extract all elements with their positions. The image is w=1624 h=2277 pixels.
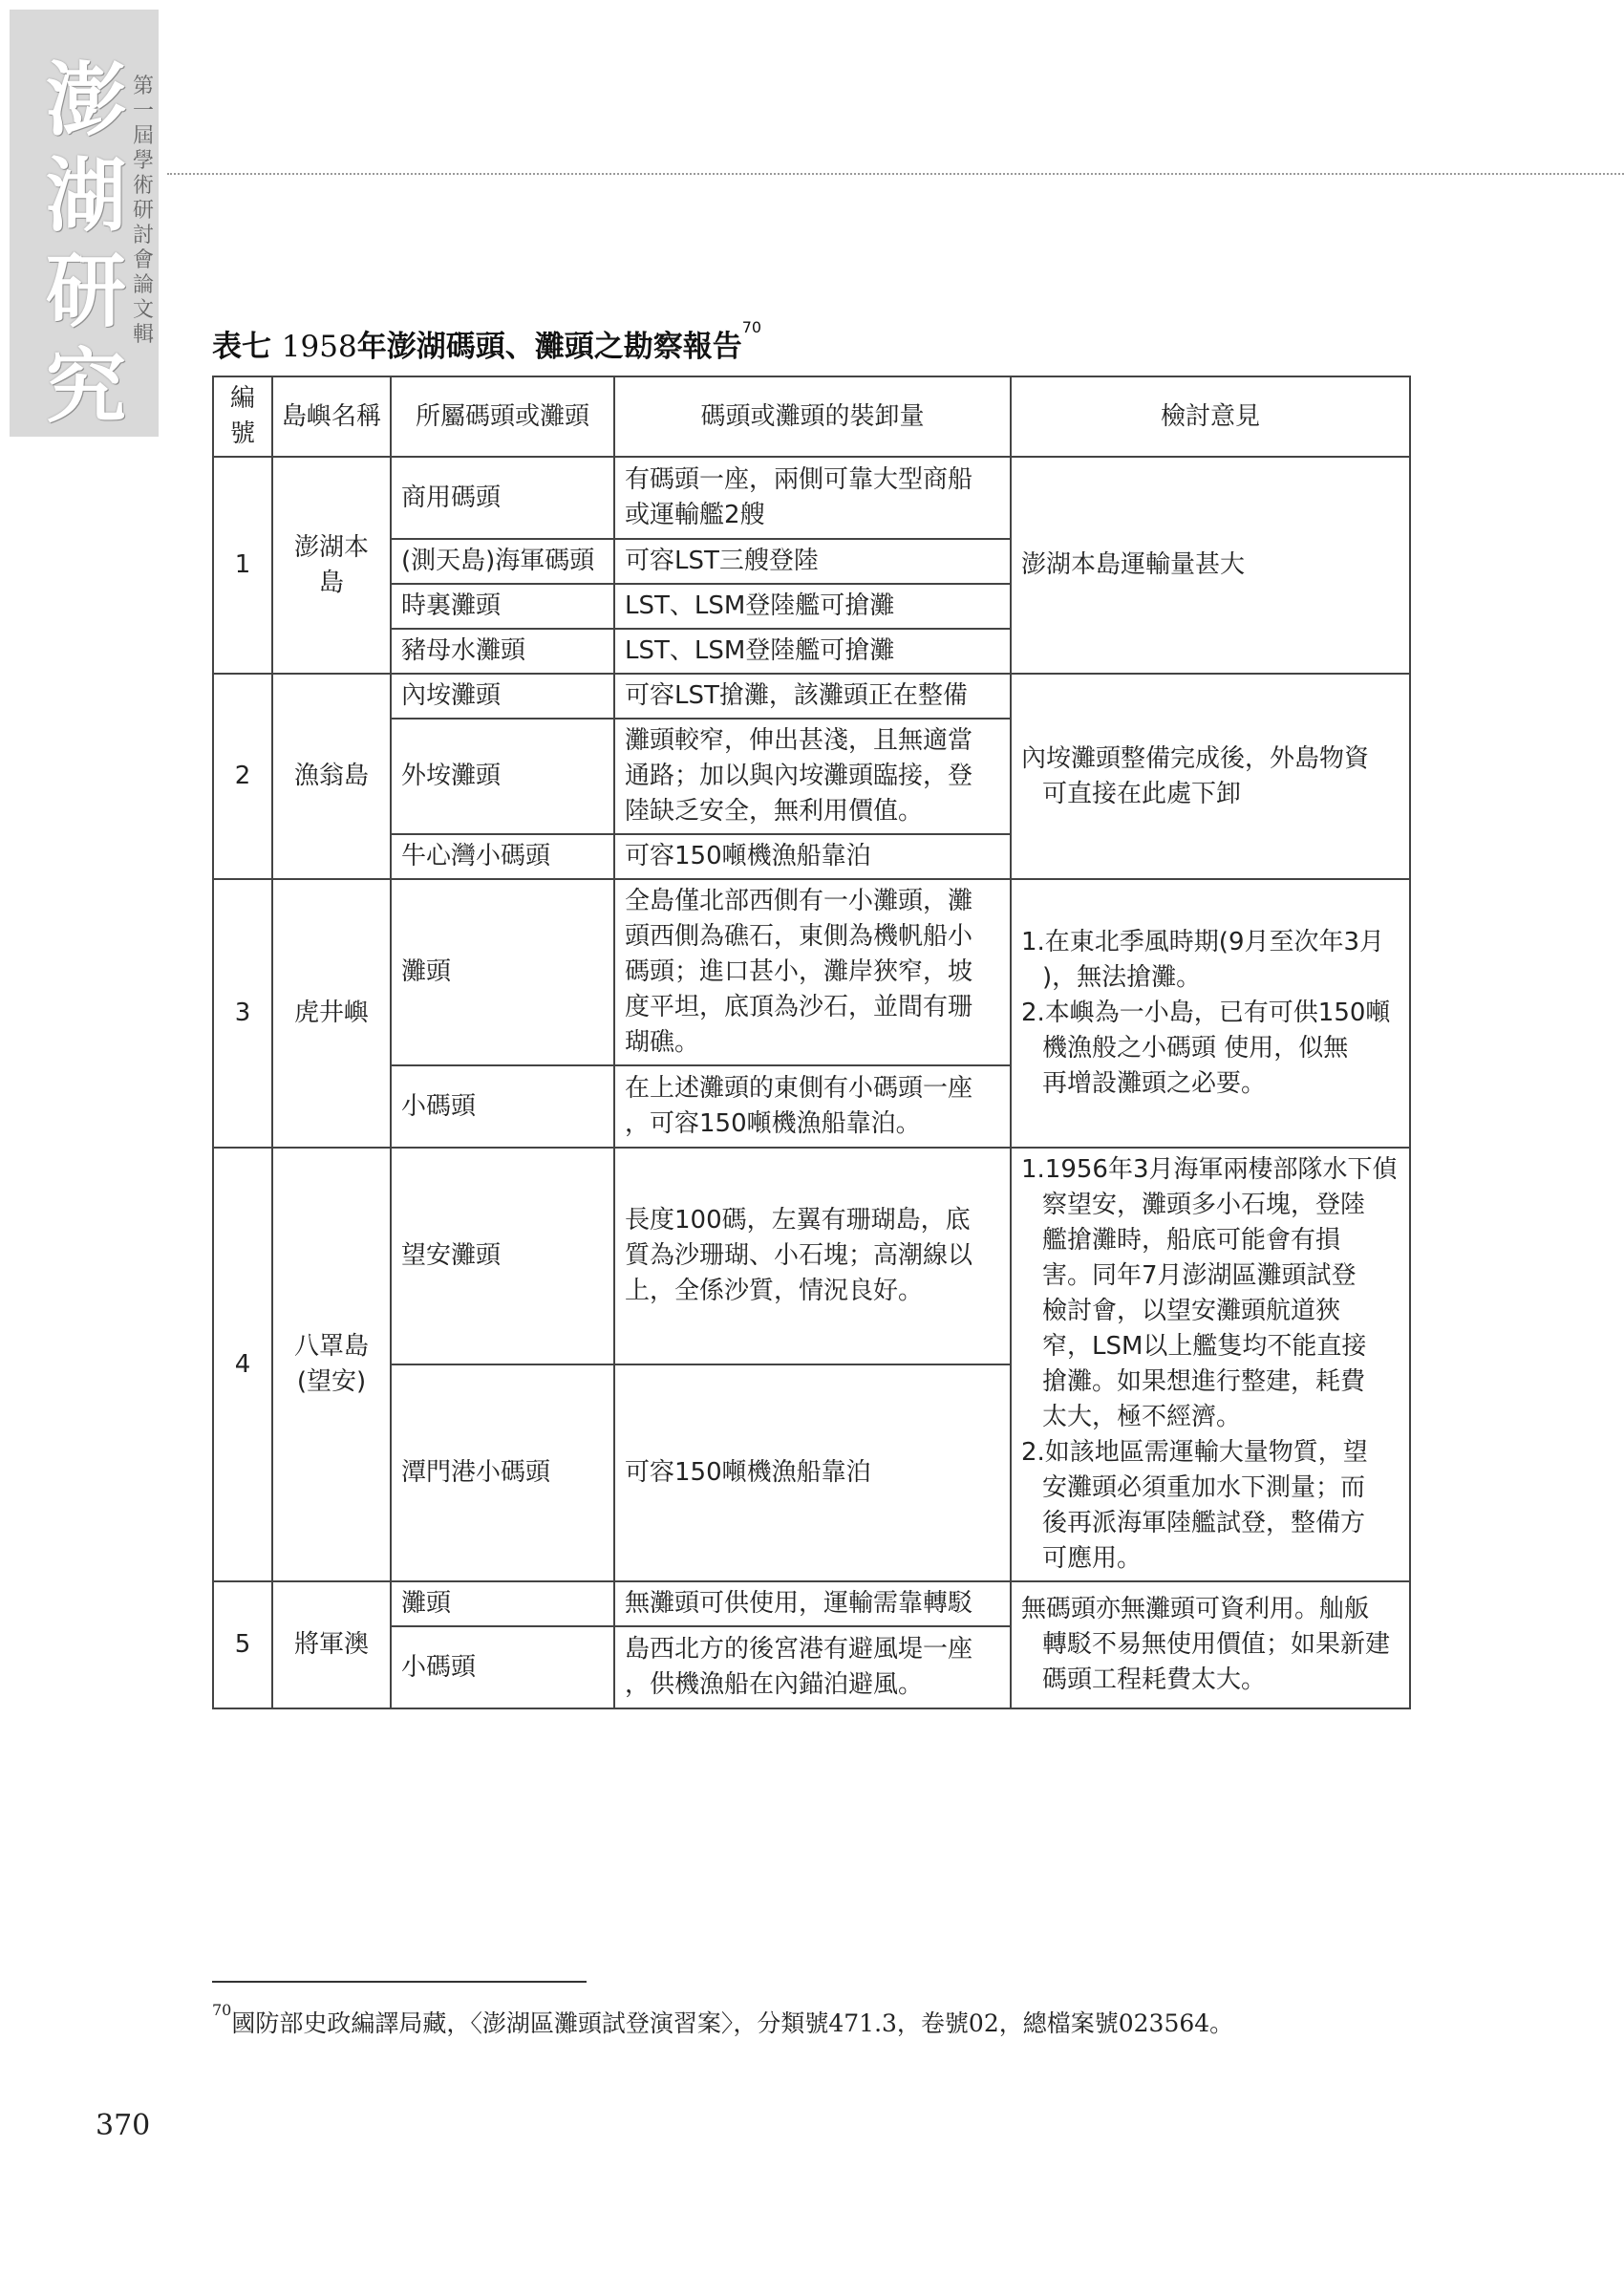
table-row — [213, 1148, 1410, 1364]
footnote-number: 70 — [212, 2001, 232, 2019]
cell-capacity: 在上述灘頭的東側有小碼頭一座 ，可容150噸機漁船靠泊。 — [614, 1065, 1011, 1148]
table-row — [213, 879, 1410, 1065]
cell-opinion — [1011, 674, 1410, 879]
cell-capacity: 可容150噸機漁船靠泊 — [614, 1364, 1011, 1581]
cell-opinion — [1011, 1148, 1410, 1581]
table-year: 1958 — [281, 330, 357, 364]
cell-island: 漁翁島 — [272, 674, 391, 879]
cell-capacity: 灘頭較窄，伸出甚淺，且無適當 通路；加以與內垵灘頭臨接，登 陸缺乏安全，無利用價值。 — [614, 719, 1011, 834]
cell-location: 灘頭 — [391, 879, 614, 1065]
page-number: 370 — [96, 2109, 151, 2142]
cell-location: 望安灘頭 — [391, 1148, 614, 1364]
opinion-item: 2.如該地區需運輸大量物質，望 安灘頭必須重加水下測量；而 後再派海軍陸艦試登，整備方 可應用。 — [1021, 1438, 1368, 1573]
table-row — [213, 457, 1410, 539]
journal-subtitle-char: 輯 — [132, 323, 154, 347]
journal-title-char: 湖 — [45, 148, 126, 243]
opinion-item: 無碼頭亦無灘頭可資利用。舢舨 轉駁不易無使用價值；如果新建 碼頭工程耗費太大。 — [1021, 1595, 1391, 1694]
inspection-report-table — [212, 376, 1411, 1709]
cell-number: 4 — [213, 1148, 272, 1581]
opinion-item: 澎湖本島運輸量甚大 — [1021, 550, 1246, 579]
cell-location: 豬母水灘頭 — [391, 629, 614, 674]
header-number: 編號 — [213, 376, 272, 457]
cell-island: 澎湖本島 — [272, 457, 391, 674]
cell-opinion — [1011, 879, 1410, 1148]
cell-opinion — [1011, 1581, 1410, 1708]
journal-subtitle-char: 會 — [132, 248, 154, 272]
cell-capacity: LST、LSM登陸艦可搶灘 — [614, 584, 1011, 629]
header-opinion: 檢討意見 — [1011, 376, 1410, 457]
cell-location: 時裏灘頭 — [391, 584, 614, 629]
header-dotted-rule — [167, 173, 1624, 175]
table-header-row — [213, 376, 1410, 457]
cell-capacity: 島西北方的後宮港有避風堤一座 ，供機漁船在內錨泊避風。 — [614, 1626, 1011, 1708]
footnote-reference: 70 — [741, 318, 762, 336]
cell-capacity: 可容150噸機漁船靠泊 — [614, 834, 1011, 879]
header-island: 島嶼名稱 — [272, 376, 391, 457]
journal-subtitle-char: 屆 — [132, 124, 154, 148]
journal-subtitle-char: 學 — [132, 149, 154, 173]
cell-number: 1 — [213, 457, 272, 674]
journal-title-char: 研 — [45, 244, 126, 338]
journal-subtitle — [131, 75, 156, 348]
journal-subtitle-char: 一 — [132, 99, 154, 123]
cell-capacity: 有碼頭一座，兩側可靠大型商船 或運輸艦2艘 — [614, 457, 1011, 539]
table-body — [213, 457, 1410, 1708]
cell-capacity: 全島僅北部西側有一小灘頭，灘 頭西側為礁石，東側為機帆船小 碼頭；進口甚小，灘岸狹窄，坡 度平坦，底頂為沙石，並間有珊 瑚礁。 — [614, 879, 1011, 1065]
cell-location: 牛心灣小碼頭 — [391, 834, 614, 879]
cell-number: 2 — [213, 674, 272, 879]
cell-capacity: 可容LST三艘登陸 — [614, 539, 1011, 584]
cell-capacity: 長度100碼，左翼有珊瑚島，底 質為沙珊瑚、小石塊；高潮線以 上，全係沙質，情況良好。 — [614, 1148, 1011, 1364]
header-location: 所屬碼頭或灘頭 — [391, 376, 614, 457]
journal-subtitle-char: 文 — [132, 298, 154, 322]
journal-title-char: 澎 — [45, 53, 126, 147]
opinion-item: 內垵灘頭整備完成後，外島物資 可直接在此處下卸 — [1021, 743, 1370, 808]
footnote — [212, 2001, 1454, 2039]
cell-capacity: 無灘頭可供使用，運輸需靠轉駁 — [614, 1581, 1011, 1626]
cell-location: 小碼頭 — [391, 1065, 614, 1148]
opinion-item: 1.在東北季風時期(9月至次年3月 )，無法搶灘。 — [1021, 928, 1385, 992]
cell-location: 外垵灘頭 — [391, 719, 614, 834]
opinion-item: 1.1956年3月海軍兩棲部隊水下偵 察望安，灘頭多小石塊，登陸 艦搶灘時，船底可能會有損 害。同年7月澎湖區灘頭試登 檢討會，以望安灘頭航道狹 窄，LSM以上艦隻均不能直接 搶灘。如果想進行整建，耗費 太大，極不經濟。 — [1021, 1155, 1398, 1431]
opinion-item: 2.本嶼為一小島，已有可供150噸 機漁般之小碼頭 使用，似無 再增設灘頭之必要。 — [1021, 999, 1391, 1098]
cell-number: 3 — [213, 879, 272, 1148]
cell-location: 小碼頭 — [391, 1626, 614, 1708]
cell-location: 商用碼頭 — [391, 457, 614, 539]
journal-subtitle-char: 第 — [132, 75, 154, 98]
cell-location: (測天島)海軍碼頭 — [391, 539, 614, 584]
cell-number: 5 — [213, 1581, 272, 1708]
cell-location: 潭門港小碼頭 — [391, 1364, 614, 1581]
cell-opinion — [1011, 457, 1410, 674]
cell-location: 內垵灘頭 — [391, 674, 614, 719]
table-title — [212, 318, 762, 365]
journal-title-char: 究 — [45, 339, 126, 434]
cell-location: 灘頭 — [391, 1581, 614, 1626]
table-label: 表七 — [212, 330, 282, 364]
journal-subtitle-char: 討 — [132, 224, 154, 247]
table-row — [213, 674, 1410, 719]
cell-island: 八罩島 (望安) — [272, 1148, 391, 1581]
footnote-rule — [212, 1981, 587, 1983]
journal-subtitle-char: 論 — [132, 273, 154, 297]
header-capacity: 碼頭或灘頭的裝卸量 — [614, 376, 1011, 457]
cell-capacity: 可容LST搶灘，該灘頭正在整備 — [614, 674, 1011, 719]
footnote-text: 國防部史政編譯局藏，〈澎湖區灘頭試登演習案〉，分類號471.3，卷號02，總檔案號023564。 — [231, 2009, 1234, 2037]
journal-title — [38, 53, 134, 435]
table-caption: 年澎湖碼頭、灘頭之勘察報告 — [356, 330, 742, 364]
journal-subtitle-char: 術 — [132, 174, 154, 198]
journal-subtitle-char: 研 — [132, 199, 154, 223]
cell-capacity: LST、LSM登陸艦可搶灘 — [614, 629, 1011, 674]
cell-island: 虎井嶼 — [272, 879, 391, 1148]
table-row — [213, 1581, 1410, 1626]
cell-island: 將軍澳 — [272, 1581, 391, 1708]
